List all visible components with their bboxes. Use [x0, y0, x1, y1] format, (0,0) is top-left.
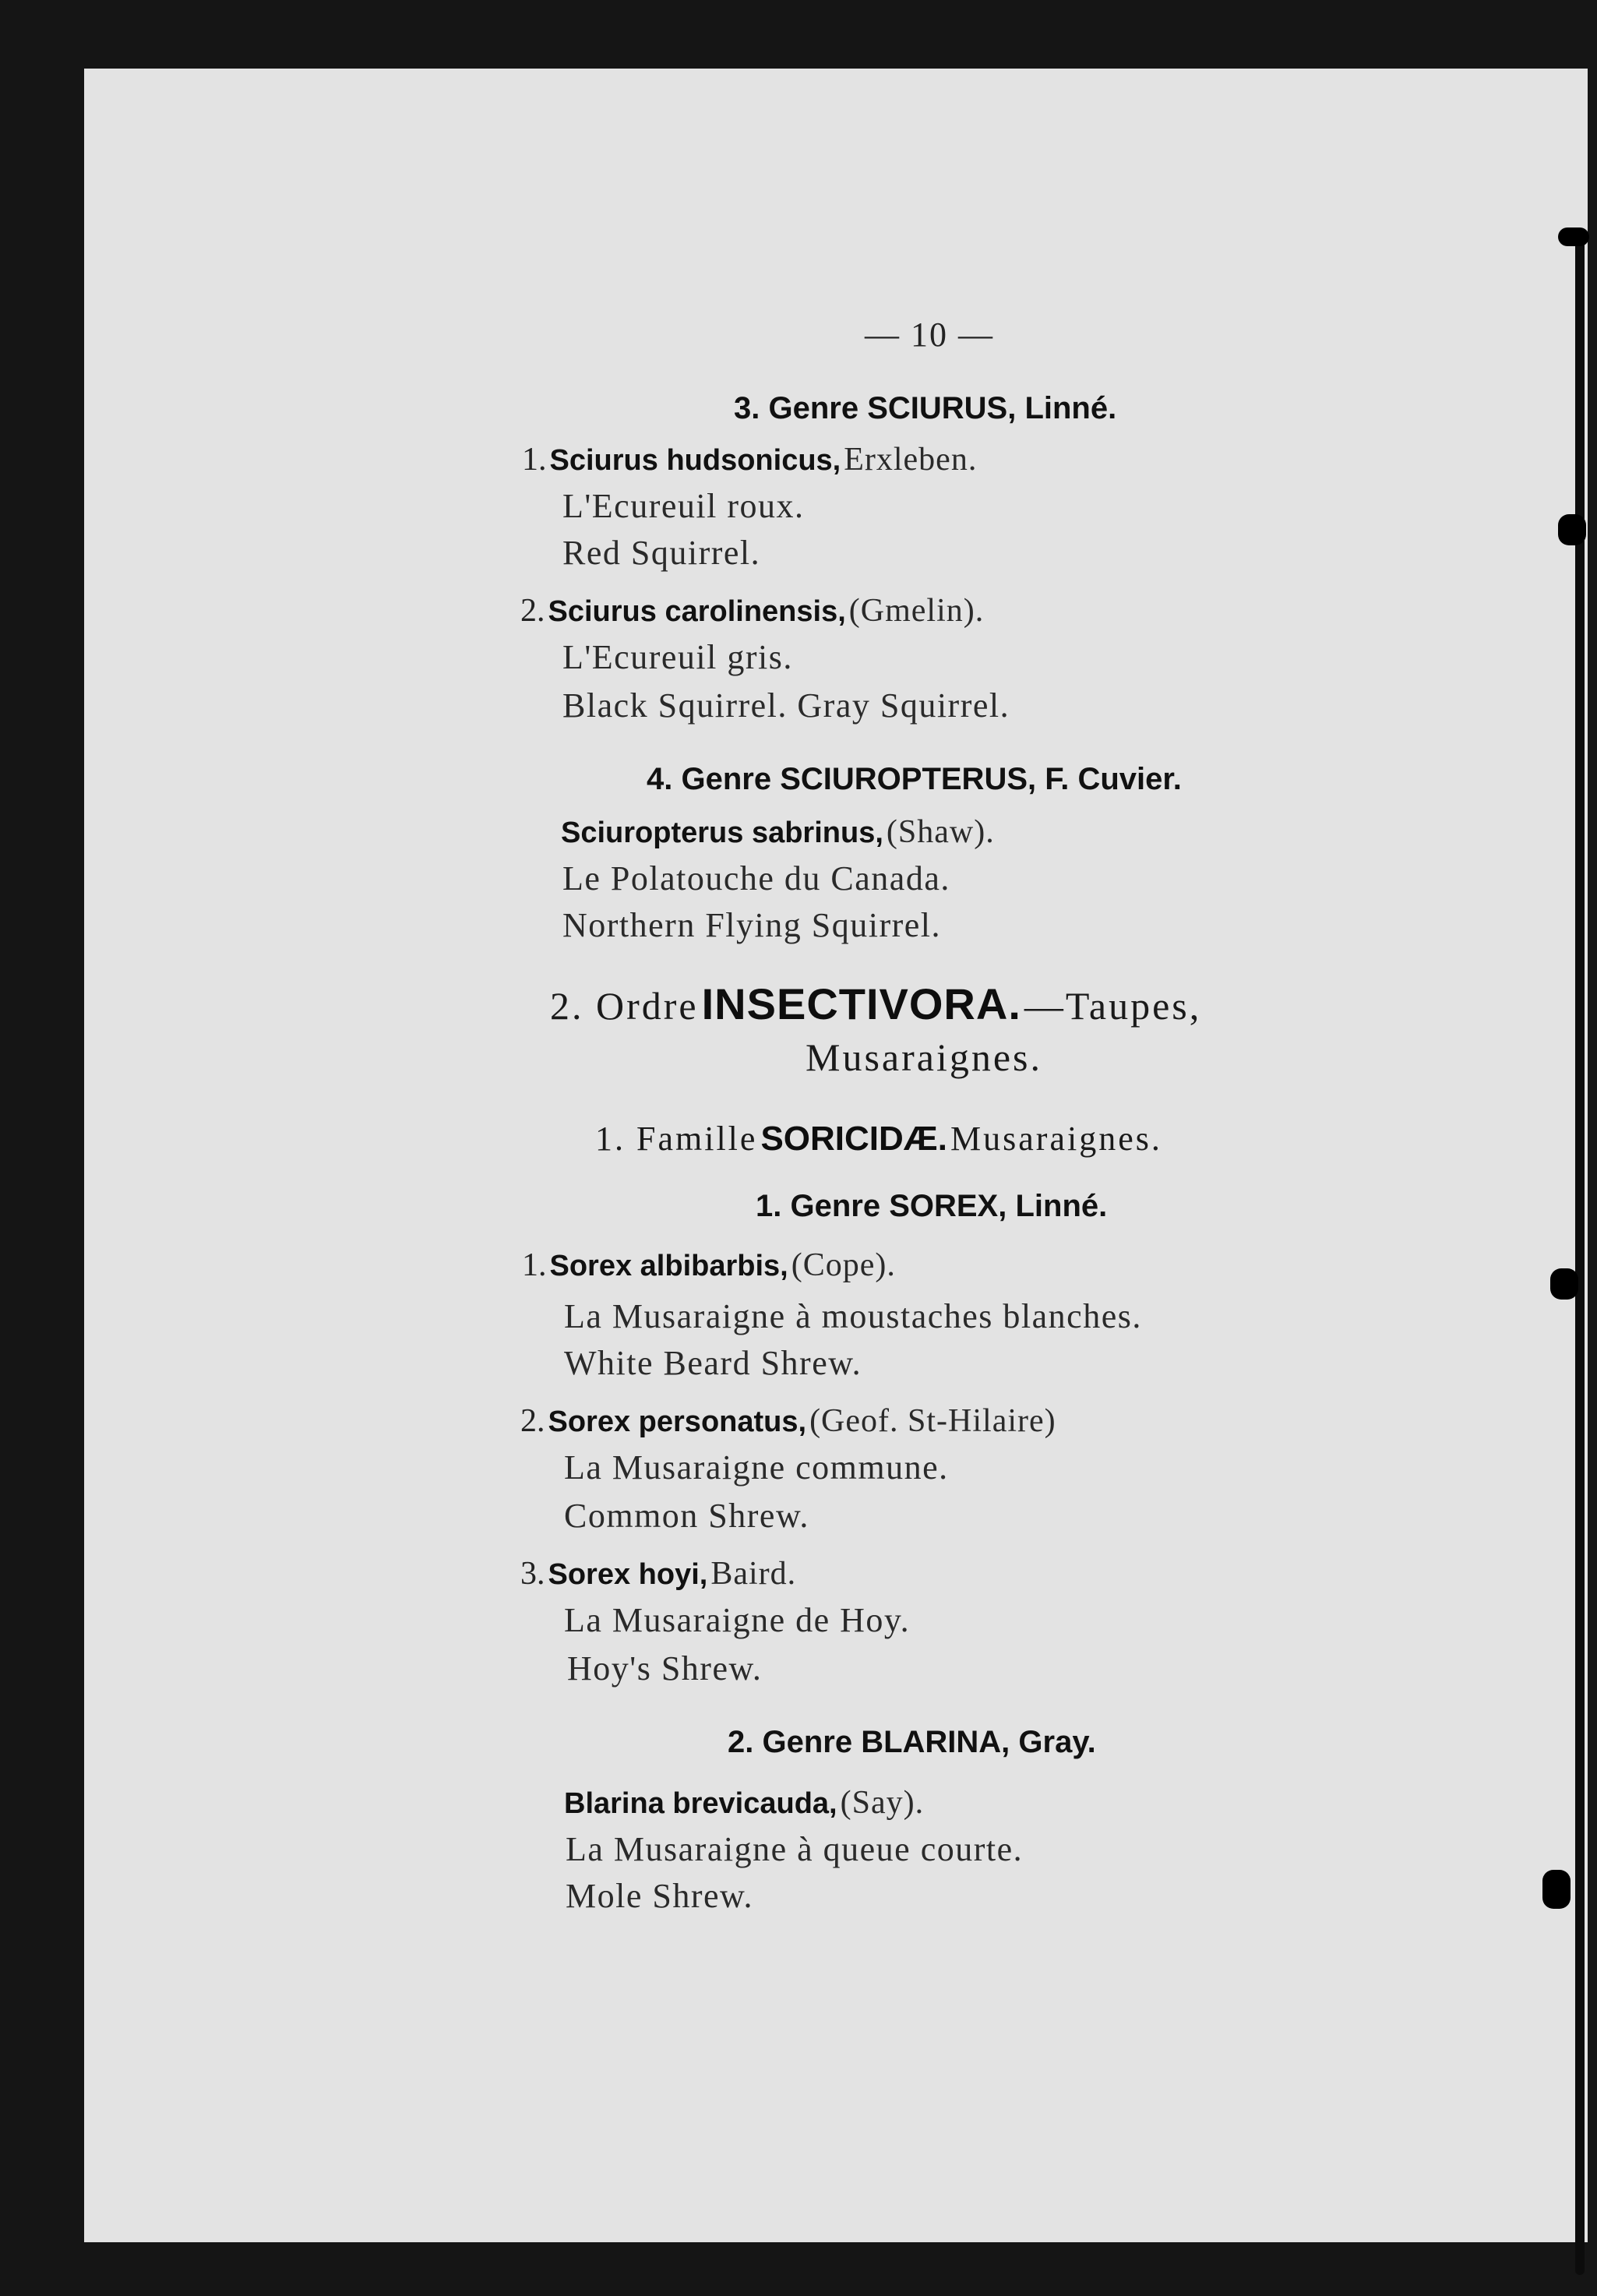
species-author: (Cope).: [791, 1247, 896, 1283]
genre-heading: 2. Genre BLARINA, Gray.: [728, 1725, 1096, 1759]
family-common-name: Musaraignes.: [950, 1120, 1162, 1158]
french-common-name: La Musaraigne commune.: [564, 1448, 949, 1487]
order-prefix: 2. Ordre: [550, 984, 699, 1028]
english-common-name: Common Shrew.: [564, 1497, 809, 1535]
entry-number: 2.: [520, 1403, 545, 1439]
entry-number: 1.: [522, 442, 547, 478]
species-author: (Geof. St-Hilaire): [809, 1403, 1056, 1439]
english-common-name: Black Squirrel. Gray Squirrel.: [562, 686, 1010, 725]
english-common-name: Mole Shrew.: [566, 1877, 753, 1915]
entry-number: 2.: [520, 593, 545, 629]
species-name: Sorex personatus,: [548, 1405, 807, 1438]
binding-clip: [1542, 1870, 1571, 1909]
species-author: (Gmelin).: [848, 593, 985, 629]
entry-number: 1.: [522, 1247, 547, 1283]
page-number: — 10 —: [865, 316, 994, 354]
species-author: (Shaw).: [886, 814, 995, 850]
binding-clip: [1550, 1268, 1578, 1300]
english-common-name: Red Squirrel.: [562, 534, 761, 572]
family-heading: [595, 1119, 1162, 1159]
species-entry: [522, 441, 977, 478]
english-common-name: Northern Flying Squirrel.: [562, 906, 942, 944]
french-common-name: L'Ecureuil roux.: [562, 487, 805, 525]
french-common-name: L'Ecureuil gris.: [562, 638, 793, 676]
french-common-name: La Musaraigne de Hoy.: [564, 1601, 911, 1639]
species-name: Sorex hoyi,: [548, 1558, 708, 1591]
species-name: Sciurus hudsonicus,: [549, 444, 841, 477]
species-entry: [520, 1402, 1056, 1440]
order-common-name: —Taupes,: [1024, 984, 1202, 1028]
species-entry: [522, 1247, 896, 1284]
french-common-name: La Musaraigne à moustaches blanches.: [564, 1297, 1142, 1335]
order-heading: [550, 979, 1201, 1029]
species-author: Erxleben.: [844, 442, 978, 478]
species-author: Baird.: [710, 1556, 797, 1592]
family-prefix: 1. Famille: [595, 1120, 758, 1158]
species-entry: [520, 1555, 796, 1592]
french-common-name: La Musaraigne à queue courte.: [566, 1830, 1024, 1868]
species-name: Blarina brevicauda,: [564, 1787, 837, 1820]
genre-heading: 3. Genre SCIURUS, Linné.: [734, 391, 1117, 425]
english-common-name: White Beard Shrew.: [564, 1344, 862, 1382]
species-author: (Say).: [840, 1785, 925, 1821]
binding-clip: [1558, 227, 1589, 246]
species-name: Sciuropterus sabrinus,: [561, 816, 883, 849]
entry-number: 3.: [520, 1556, 545, 1592]
family-name: SORICIDÆ.: [760, 1120, 948, 1158]
species-entry: [520, 592, 984, 630]
french-common-name: Le Polatouche du Canada.: [562, 859, 950, 898]
genre-heading: 1. Genre SOREX, Linné.: [756, 1189, 1108, 1223]
species-name: Sciurus carolinensis,: [548, 595, 846, 628]
species-entry: [561, 813, 995, 851]
genre-heading: 4. Genre SCIUROPTERUS, F. Cuvier.: [647, 762, 1182, 796]
species-entry: [564, 1784, 924, 1822]
binding-clip: [1558, 514, 1586, 545]
species-name: Sorex albibarbis,: [549, 1250, 788, 1282]
english-common-name: Hoy's Shrew.: [567, 1649, 763, 1688]
order-name: INSECTIVORA.: [701, 979, 1021, 1028]
order-common-name-continued: Musaraignes.: [806, 1035, 1042, 1079]
